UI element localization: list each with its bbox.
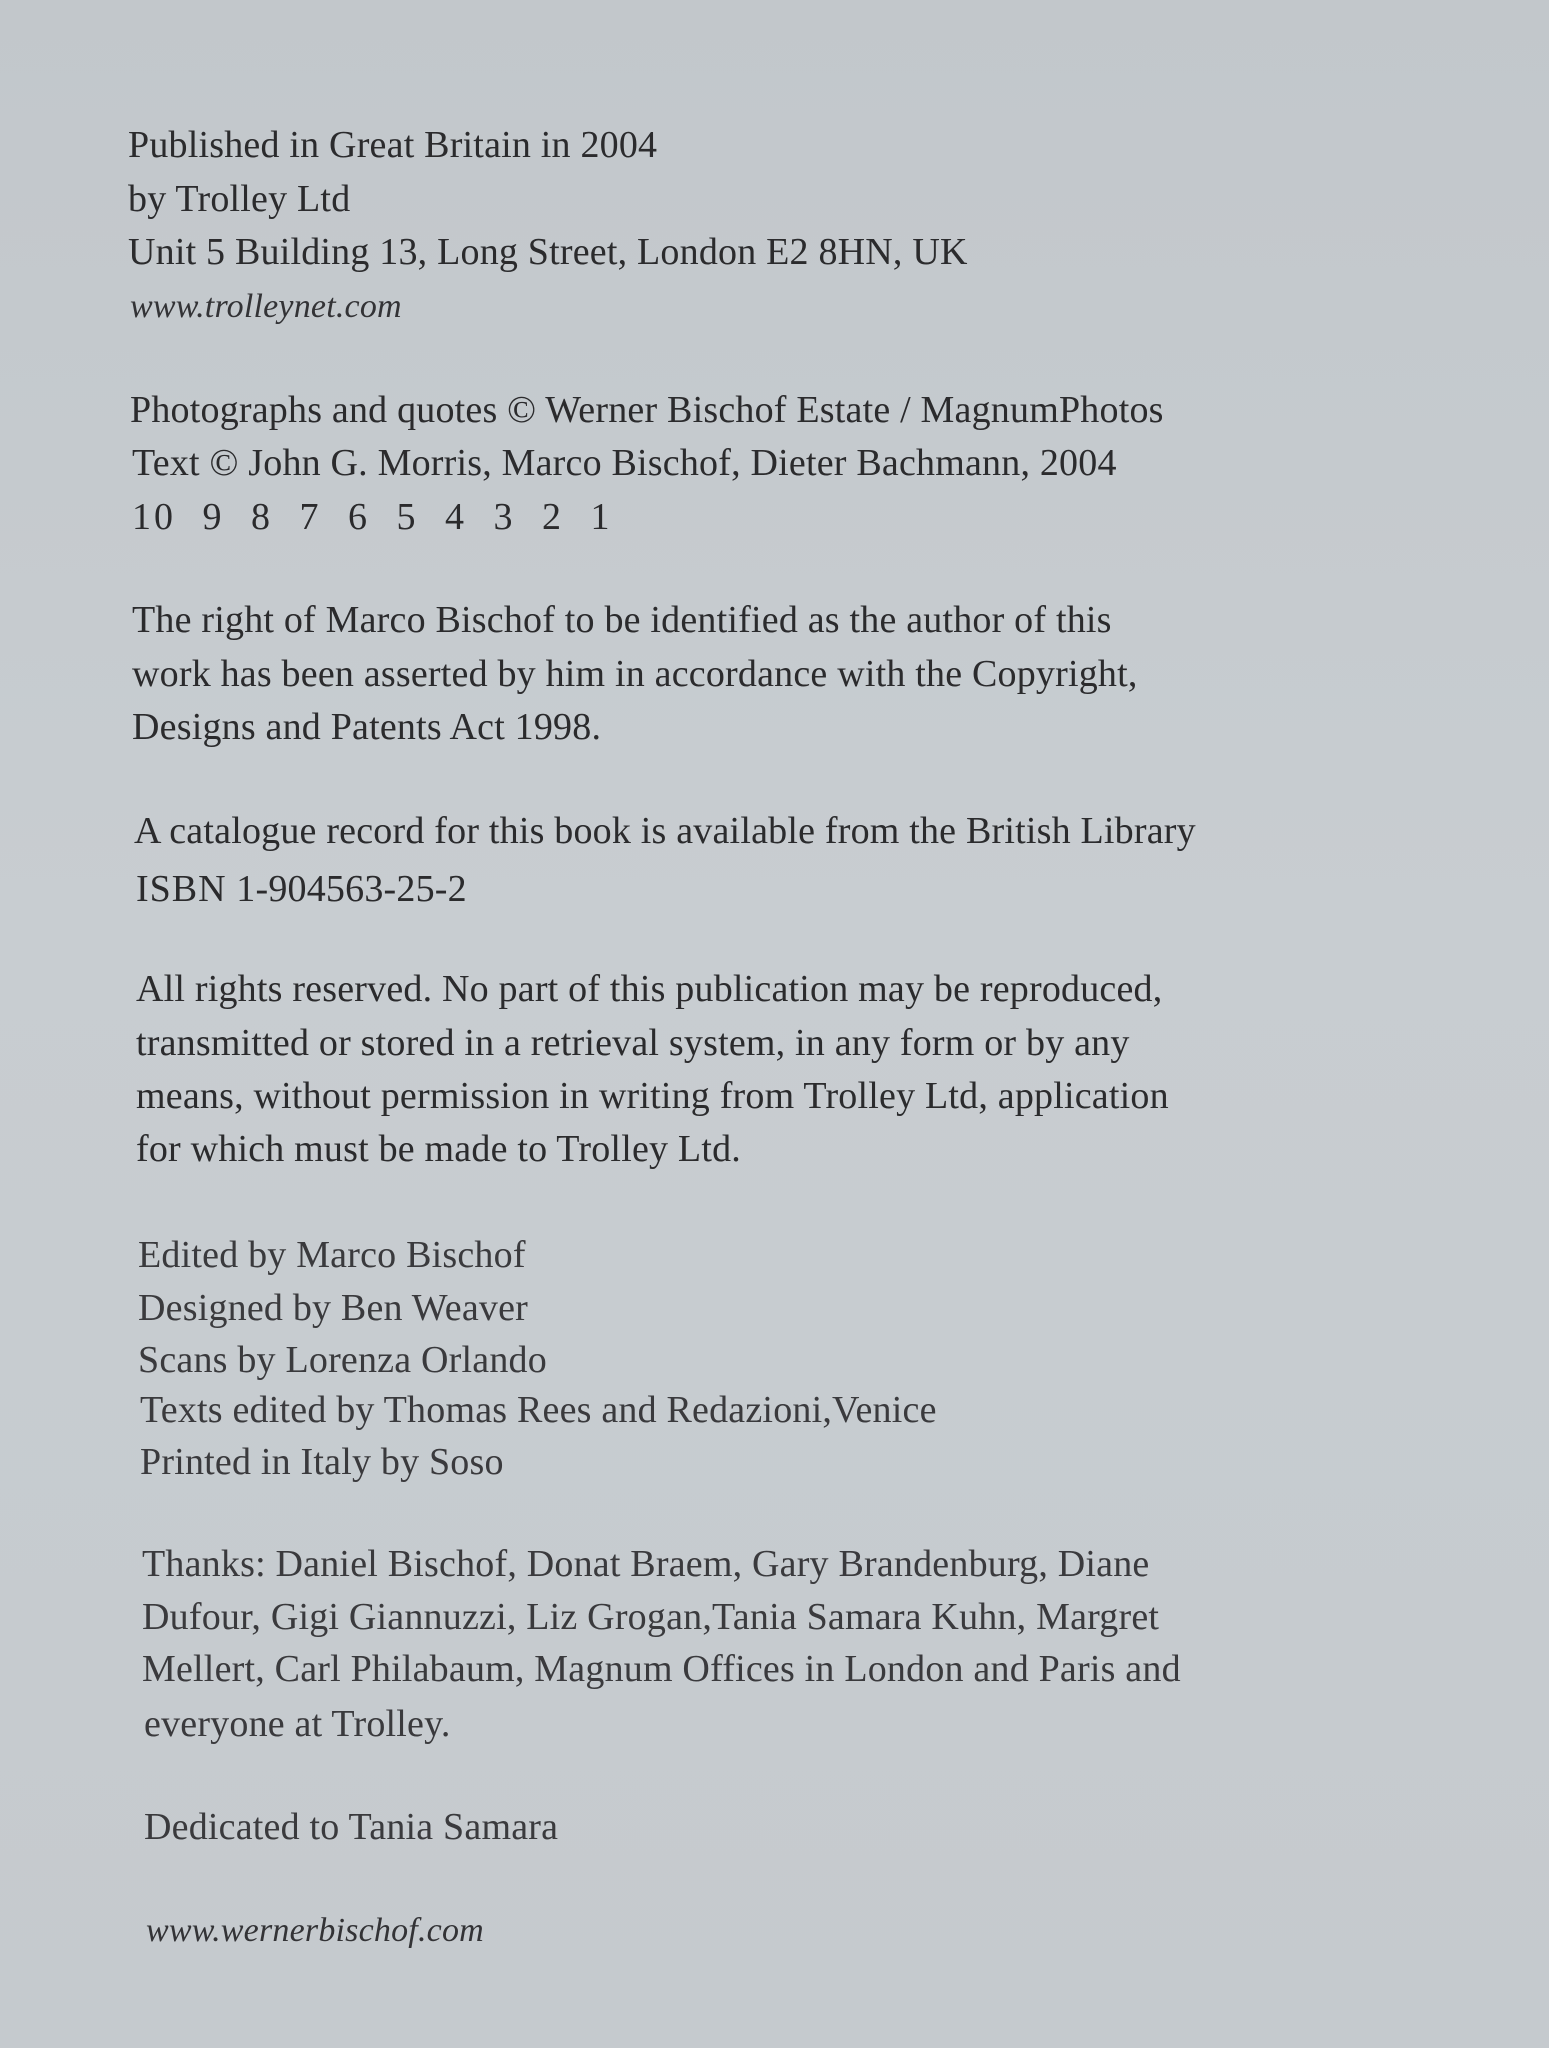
moral-rights-line: The right of Marco Bischof to be identified as the author of this xyxy=(132,599,1112,641)
isbn-label: ISBN xyxy=(136,868,227,910)
credit-line: Designed by Ben Weaver xyxy=(138,1287,529,1329)
text-copyright-line: Text © John G. Morris, Marco Bischof, Dieter Bachmann, 2004 xyxy=(132,442,1117,484)
rights-line: means, without permission in writing from Trolley Ltd, application xyxy=(136,1075,1169,1117)
credit-line: Texts edited by Thomas Rees and Redazioni,Venice xyxy=(140,1389,937,1431)
rights-line: All rights reserved. No part of this publication may be reproduced, xyxy=(136,968,1163,1010)
credit-line: Edited by Marco Bischof xyxy=(138,1234,526,1276)
publisher-address: Unit 5 Building 13, Long Street, London E2 8HN, UK xyxy=(128,231,968,273)
thanks-line: Dufour, Gigi Giannuzzi, Liz Grogan,Tania Samara Kuhn, Margret xyxy=(142,1596,1160,1638)
photo-copyright-line: Photographs and quotes © Werner Bischof Estate / MagnumPhotos xyxy=(130,389,1164,431)
publisher-url[interactable]: www.trolleynet.com xyxy=(130,288,402,325)
footer-url[interactable]: www.wernerbischof.com xyxy=(146,1912,484,1949)
publisher-line: by Trolley Ltd xyxy=(128,178,351,220)
thanks-line: Mellert, Carl Philabaum, Magnum Offices in London and Paris and xyxy=(142,1648,1181,1690)
thanks-line: Thanks: Daniel Bischof, Donat Braem, Gary Brandenburg, Diane xyxy=(142,1543,1150,1585)
thanks-line: everyone at Trolley. xyxy=(144,1703,451,1745)
moral-rights-line: Designs and Patents Act 1998. xyxy=(132,706,602,748)
publisher-line: Published in Great Britain in 2004 xyxy=(128,124,658,166)
dedication: Dedicated to Tania Samara xyxy=(144,1806,559,1848)
printing-sequence: 10 9 8 7 6 5 4 3 2 1 xyxy=(132,496,613,538)
rights-line: for which must be made to Trolley Ltd. xyxy=(136,1128,741,1170)
isbn-number: 1-904563-25-2 xyxy=(236,868,467,910)
catalogue-line: A catalogue record for this book is available from the British Library xyxy=(134,810,1196,852)
rights-line: transmitted or stored in a retrieval system, in any form or by any xyxy=(136,1022,1130,1064)
credit-line: Scans by Lorenza Orlando xyxy=(138,1339,547,1381)
isbn-line xyxy=(136,870,467,908)
moral-rights-line: work has been asserted by him in accordance with the Copyright, xyxy=(132,653,1138,695)
credit-line: Printed in Italy by Soso xyxy=(140,1441,504,1483)
